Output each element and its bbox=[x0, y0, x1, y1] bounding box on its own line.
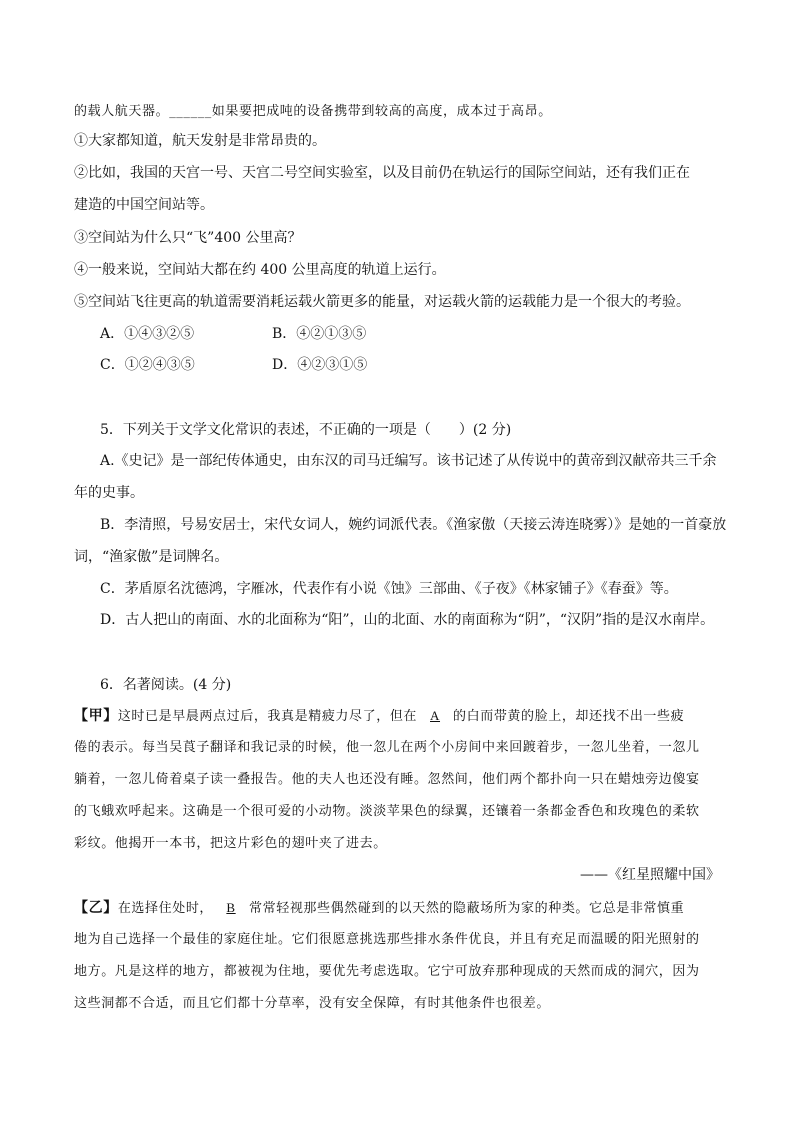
q6-yi-line3: 地方。凡是这样的地方，都被视为住地，要优先考虑选取。它宁可放弃那种现成的天然而成的洞穴，因为 bbox=[74, 964, 700, 979]
q5-stem: 5．下列关于文学文化常识的表述，不正确的一项是（ ）(2 分) bbox=[100, 422, 512, 438]
jia-text-1a: 这时已是早晨两点过后，我真是精疲力尽了，但在 bbox=[117, 709, 418, 724]
q6-jia-line5: 彩纹。他揭开一本书，把这片彩色的翅叶夹了进去。 bbox=[74, 836, 387, 851]
q6-stem: 6．名著阅读。(4 分) bbox=[100, 677, 232, 693]
q5-option-b-line1[interactable]: B．李清照，号易安居士，宋代女词人，婉约词派代表。《渔家傲（天接云涛连晓雾）》是她的一首豪放 bbox=[100, 517, 727, 533]
q6-jia-source: ——《红星照耀中国》 bbox=[580, 867, 720, 883]
q6-jia-line4: 的飞蛾欢呼起来。这确是一个很可爱的小动物。淡淡苹果色的绿翼，还镶着一条都金香色和玫瑰色的柔软 bbox=[74, 804, 700, 819]
q6-jia-line1 bbox=[74, 706, 724, 727]
q5-option-c[interactable]: C．茅盾原名沈德鸿，字雁冰，代表作有小说《蚀》三部曲、《子夜》《林家铺子》《春蚕》等。 bbox=[100, 581, 678, 597]
q4-sentence-2a: ②比如，我国的天宫一号、天宫二号空间实验室，以及目前仍在轨运行的国际空间站，还有我们正在 bbox=[74, 165, 690, 181]
q4-option-b[interactable]: B．④②①③⑤ bbox=[272, 326, 367, 342]
yi-text-1a: 在选择住处时， bbox=[117, 901, 214, 916]
q4-sentence-2b: 建造的中国空间站等。 bbox=[74, 197, 214, 213]
yi-text-1b: 常常轻视那些偶然碰到的以天然的隐蔽场所为家的种类。它总是非常慎重 bbox=[249, 901, 685, 916]
q5-option-a-line2: 年的史事。 bbox=[74, 485, 144, 501]
q4-option-d[interactable]: D．④②③①⑤ bbox=[272, 357, 368, 373]
q6-yi-line1 bbox=[74, 898, 724, 919]
q6-jia-line3: 躺着，一忽儿倚着桌子读一叠报告。他的夫人也还没有睡。忽然间，他们两个都扑向一只在蜡烛旁边傻宴 bbox=[74, 772, 700, 787]
q4-option-c[interactable]: C．①②④③⑤ bbox=[100, 357, 195, 373]
jia-text-1b: 的白而带黄的脸上，却还找不出一些疲 bbox=[453, 709, 685, 724]
blank-b[interactable]: B bbox=[226, 900, 236, 915]
q5-option-b-line2: 词，“渔家傲”是词牌名。 bbox=[74, 549, 229, 565]
blank-a[interactable]: A bbox=[430, 708, 441, 723]
q4-sentence-5: ⑤空间站飞往更高的轨道需要消耗运载火箭更多的能量，对运载火箭的运载能力是一个很大的考验。 bbox=[74, 294, 690, 310]
q4-sentence-3: ③空间站为什么只“飞”400 公里高？ bbox=[74, 230, 302, 246]
yi-label: 【乙】 bbox=[74, 900, 118, 916]
q4-sentence-4: ④一般来说，空间站大都在约 400 公里高度的轨道上运行。 bbox=[74, 262, 446, 278]
q6-yi-line2: 地为自己选择一个最佳的家庭住址。它们很愿意挑选那些排水条件优良，并且有充足而温暖的阳光照射的 bbox=[74, 932, 700, 947]
q4-passage-tail: 的载人航天器。______如果要把成吨的设备携带到较高的高度，成本过于高昂。 bbox=[74, 104, 552, 119]
q5-option-a-line1[interactable]: A.《史记》是一部纪传体通史，由东汉的司马迁编写。该书记述了从传说中的黄帝到汉献帝共三千余 bbox=[100, 453, 717, 469]
q4-option-a[interactable]: A．①④③②⑤ bbox=[100, 326, 195, 342]
q6-yi-line4: 这些洞都不合适，而且它们都十分草率，没有安全保障，有时其他条件也很差。 bbox=[74, 996, 551, 1011]
q4-sentence-1: ①大家都知道，航天发射是非常昂贵的。 bbox=[74, 133, 326, 149]
q6-jia-line2: 倦的表示。每当吴莨子翻译和我记录的时候，他一忽儿在两个小房间中来回踱着步，一忽儿坐着，一忽儿 bbox=[74, 740, 700, 755]
jia-label: 【甲】 bbox=[74, 708, 118, 724]
q5-option-d[interactable]: D．古人把山的南面、水的北面称为“阳”，山的北面、水的南面称为“阴”，“汉阴”指的是汉水南岸。 bbox=[100, 612, 715, 628]
